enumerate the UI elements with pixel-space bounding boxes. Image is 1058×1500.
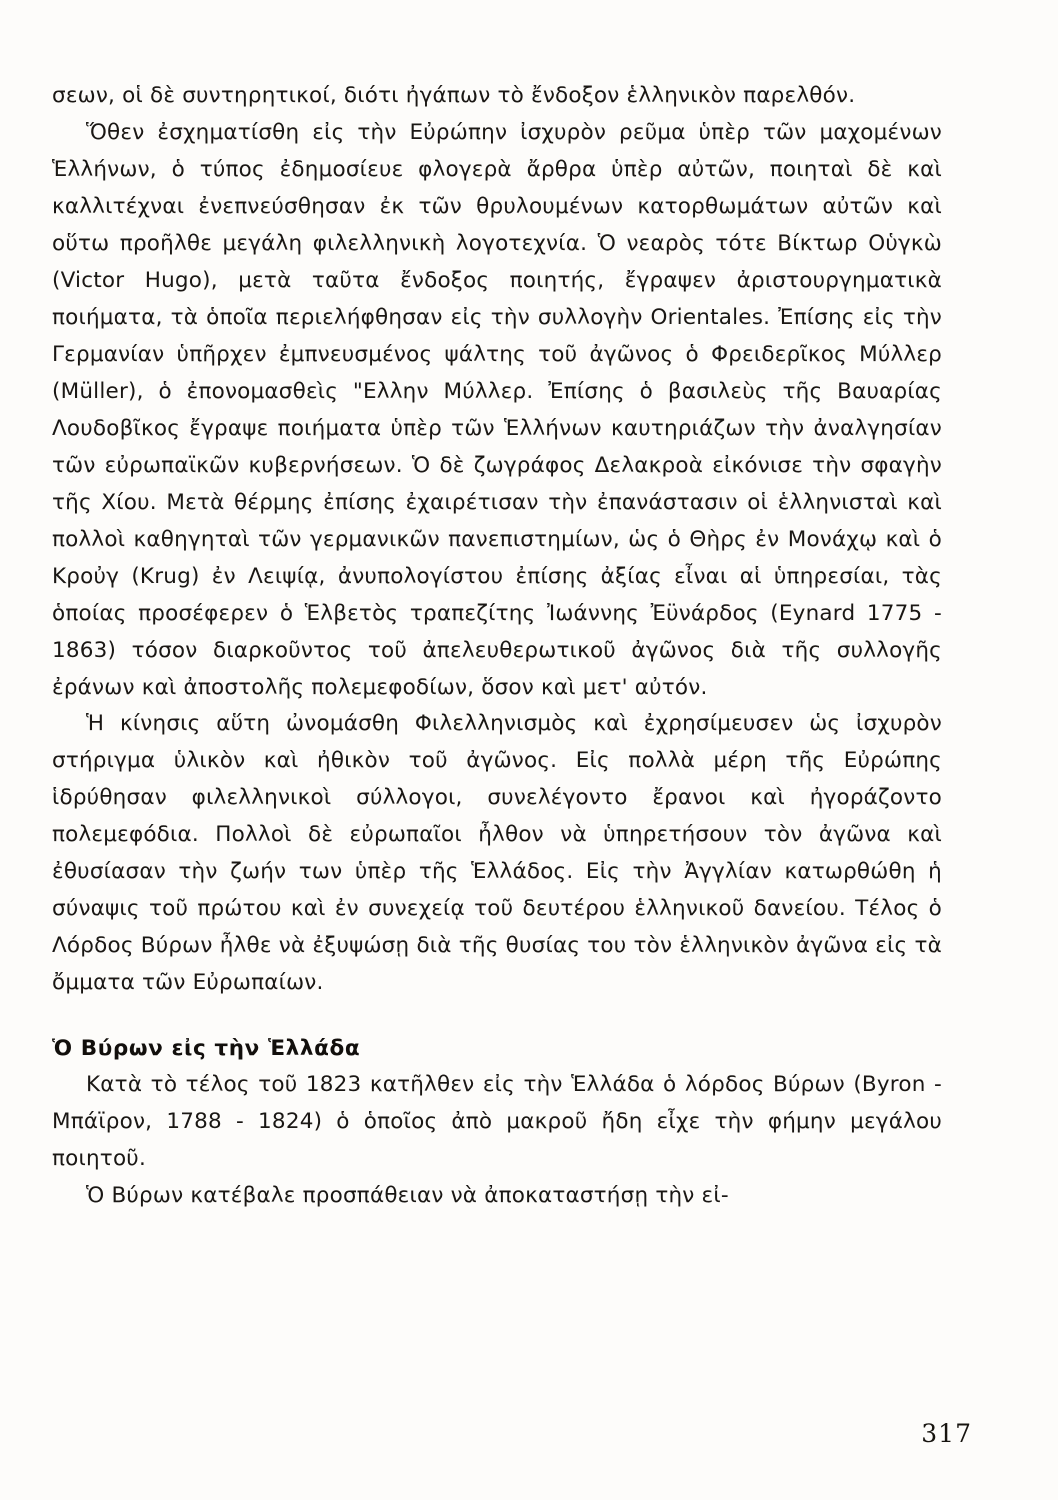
paragraph-2: Ὅθεν ἐσχηματίσθη εἰς τὴν Εὐρώπην ἰσχυρὸν ρεῦμα ὑπὲρ τῶν μαχομένων Ἑλλήνων, ὁ τύπος ἐδημοσίευε φλογερὰ ἄρθρα ὑπὲρ αὐτῶν, ποιηταὶ δὲ καὶ καλλιτέχναι ἐνεπνεύσθησαν ἐκ τῶν θρυλουμένων κατορθωμάτων αὐτῶν καὶ οὕτω προῆλθε μεγάλη φιλελληνικὴ λογοτεχνία. Ὁ νεαρὸς τότε Βίκτωρ Οὑγκὼ (Victor Hugo), μετὰ ταῦτα ἔνδοξος ποιητής, ἔγραψεν ἀριστουργηματικὰ ποιήματα, τὰ ὁποῖα περιελήφθησαν εἰς τὴν συλλογὴν Orientales. Ἐπίσης εἰς τὴν Γερμανίαν ὑπῆρχεν ἐμπνευσμένος ψάλτης τοῦ ἀγῶνος ὁ Φρειδερῖκος Μύλλερ (Müller), ὁ ἐπονομασθεὶς "Ελλην Μύλλερ. Ἐπίσης ὁ βασιλεὺς τῆς Βαυαρίας Λουδοβῖκος ἔγραψε ποιήματα ὑπὲρ τῶν Ἑλλήνων καυτηριάζων τὴν ἀναλγησίαν τῶν εὐρωπαϊκῶν κυβερνήσεων. Ὁ δὲ ζωγράφος Δελακροὰ εἰκόνισε τὴν σφαγὴν τῆς Χίου. Μετὰ θέρμης ἐπίσης ἐχαιρέτισαν τὴν ἐπανάστασιν οἱ ἑλληνισταὶ καὶ πολλοὶ καθηγηταὶ τῶν γερμανικῶν πανεπιστημίων, ὡς ὁ Θὴρς ἐν Μονάχῳ καὶ ὁ Κροὐγ (Krug) ἐν Λειψίᾳ, ἀνυπολογίστου ἐπίσης ἀξίας εἶναι αἱ ὑπηρεσίαι, τὰς ὁποίας προσέφερεν ὁ Ἑλβετὸς τραπεζίτης Ἰωάννης Ἐϋνάρδος (Eynard 1775 - 1863) τόσον διαρκοῦντος τοῦ ἀπελευθερωτικοῦ ἀγῶνος διὰ τῆς συλλογῆς ἐράνων καὶ ἀποστολῆς πολεμεφοδίων, ὅσον καὶ μετ' αὐτόν. [52,119,942,700]
page-text-column [52,78,942,1215]
paragraph-3: Ἡ κίνησις αὕτη ὠνομάσθη Φιλελληνισμὸς καὶ ἐχρησίμευσεν ὡς ἰσχυρὸν στήριγμα ὑλικὸν καὶ ἠθικὸν τοῦ ἀγῶνος. Εἰς πολλὰ μέρη τῆς Εὐρώπης ἱδρύθησαν φιλελληνικοὶ σύλλογοι, συνελέγοντο ἔρανοι καὶ ἠγοράζοντο πολεμεφόδια. Πολλοὶ δὲ εὐρωπαῖοι ἦλθον νὰ ὑπηρετήσουν τὸν ἀγῶνα καὶ ἐθυσίασαν τὴν ζωήν των ὑπὲρ τῆς Ἑλλάδος. Εἰς τὴν Ἀγγλίαν κατωρθώθη ἡ σύναψις τοῦ πρώτου καὶ ἐν συνεχείᾳ τοῦ δευτέρου ἑλληνικοῦ δανείου. Τέλος ὁ Λόρδος Βύρων ἦλθε νὰ ἐξυψώσῃ διὰ τῆς θυσίας του τὸν ἑλληνικὸν ἀγῶνα εἰς τὰ ὄμματα τῶν Εὐρωπαίων. [52,711,942,996]
section-heading: Ὁ Βύρων εἰς τὴν Ἑλλάδα [52,1036,361,1062]
paragraph-4: Κατὰ τὸ τέλος τοῦ 1823 κατῆλθεν εἰς τὴν Ἑλλάδα ὁ λόρδος Βύρων (Byron - Μπάϊρον, 1788 - 1824) ὁ ὁποῖος ἀπὸ μακροῦ ἤδη εἶχε τὴν φήμην μεγάλου ποιητοῦ. [52,1072,942,1172]
paragraph-1: σεων, οἱ δὲ συντηρητικοί, διότι ἠγάπων τὸ ἔνδοξον ἑλληνικὸν παρελθόν. [52,83,856,108]
page-number: 317 [921,1419,972,1448]
paragraph-5: Ὁ Βύρων κατέβαλε προσπάθειαν νὰ ἀποκαταστήσῃ τὴν εἰ- [86,1183,729,1209]
